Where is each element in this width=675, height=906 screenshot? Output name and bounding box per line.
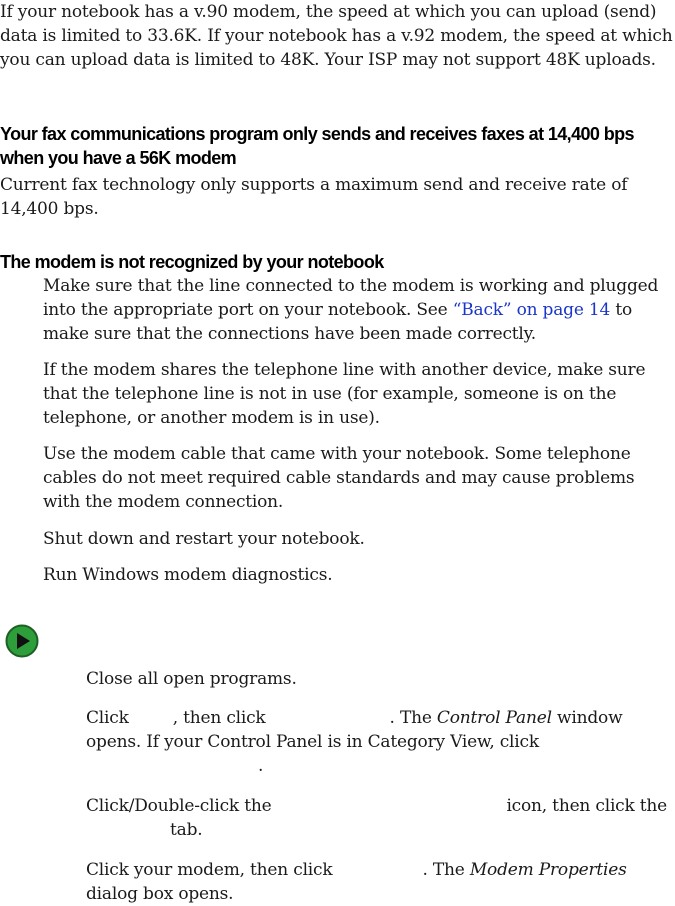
fax-heading: Your fax communications program only sends and receives faxes at 14,400 bps when you have a 56K modem bbox=[0, 124, 634, 168]
list-item-text: Make sure that the line connected to the modem is working and plugged into the appropriate port on your notebook. See bbox=[43, 276, 659, 320]
step-text: window opens. If your Control Panel is in Category View, click bbox=[86, 708, 623, 752]
step-2 bbox=[86, 706, 675, 778]
step-text: . The bbox=[389, 708, 437, 728]
step-text: Click/Double-click the bbox=[86, 796, 272, 816]
list-item: Use the modem cable that came with your notebook. Some telephone cables do not meet required cable standards and may cause problems with the modem connection. bbox=[43, 444, 635, 512]
step-1: Close all open programs. bbox=[86, 669, 297, 689]
recognition-heading: The modem is not recognized by your notebook bbox=[0, 252, 384, 272]
step-text: , then click bbox=[172, 708, 266, 728]
step-text: dialog box opens. bbox=[86, 884, 234, 904]
list-item: Shut down and restart your notebook. bbox=[43, 529, 365, 549]
list-item-text: to make sure that the connections have been made correctly. bbox=[43, 300, 633, 344]
step-text: icon, then click the bbox=[506, 796, 668, 816]
step-text: Click bbox=[86, 708, 129, 728]
intro-paragraph: If your notebook has a v.90 modem, the speed at which you can upload (send) data is limited to 33.6K. If your notebook has a v.92 modem, the speed at which you can upload data is limited to 48K. Your ISP may not support 48K uploads. bbox=[0, 2, 673, 70]
control-panel-label: Control Panel bbox=[436, 708, 552, 728]
step-text: . The bbox=[422, 860, 470, 880]
list-item: Run Windows modem diagnostics. bbox=[43, 565, 333, 585]
list-item: If the modem shares the telephone line with another device, make sure that the telephone line is not in use (for example, someone is on the telephone, or another modem is in use). bbox=[43, 360, 646, 428]
step-text: tab. bbox=[170, 820, 203, 840]
step-3 bbox=[86, 794, 675, 842]
list-item bbox=[43, 274, 675, 346]
step-4 bbox=[86, 858, 675, 906]
modem-properties-label: Modem Properties bbox=[469, 860, 627, 880]
play-icon bbox=[5, 624, 39, 658]
step-text: . bbox=[258, 756, 264, 776]
fax-body: Current fax technology only supports a maximum send and receive rate of 14,400 bps. bbox=[0, 175, 628, 219]
back-page-link[interactable]: “Back” on page 14 bbox=[452, 300, 611, 320]
step-text: Click your modem, then click bbox=[86, 860, 333, 880]
